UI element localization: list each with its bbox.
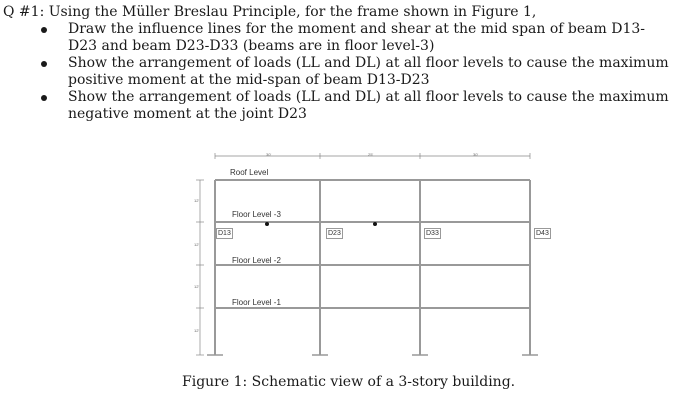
bullet-text-1b: D23 and beam D23-D33 (beams are in floor level-3) [68, 38, 435, 54]
columns [215, 180, 530, 355]
story-dim-4: 12' [194, 198, 200, 203]
bullet-text-3b: negative moment at the joint D23 [68, 106, 307, 122]
column-label-d43: D43 [536, 230, 549, 237]
column-label-d13: D13 [218, 230, 231, 237]
frame-drawing [170, 150, 570, 372]
column-label-d23: D23 [328, 230, 341, 237]
column-label-d33: D33 [426, 230, 439, 237]
story-dim-1: 12' [194, 328, 200, 333]
floor2-level-label: Floor Level -2 [232, 256, 281, 265]
figure-caption: Figure 1: Schematic view of a 3-story building. [182, 374, 516, 390]
floor3-level-label: Floor Level -3 [232, 210, 281, 219]
midspan-marker-1 [265, 222, 269, 226]
story-dim-2: 12' [194, 284, 200, 289]
bullet-text-2b: positive moment at the mid-span of beam D13-D23 [68, 72, 430, 88]
question-bullets [3, 21, 693, 123]
bullet-dot-icon [41, 61, 47, 67]
question-block [3, 4, 693, 123]
question-title: Q #1: Using the Müller Breslau Principle, for the frame shown in Figure 1, [3, 4, 537, 20]
bullet-item [3, 21, 693, 55]
roof-level-label: Roof Level [230, 168, 269, 177]
story-dim-3: 12' [194, 242, 200, 247]
frame-figure [170, 150, 570, 372]
bullet-item [3, 89, 693, 123]
bullet-dot-icon [41, 95, 47, 101]
bullet-dot-icon [41, 27, 47, 33]
bullet-text-1a: Draw the influence lines for the moment and shear at the mid span of beam D13- [68, 21, 646, 37]
bullet-text-3a: Show the arrangement of loads (LL and DL) at all floor levels to cause the maximum [68, 89, 669, 105]
span-dim-1: 30' [266, 152, 272, 157]
beams [215, 180, 530, 308]
span-dim-3: 30' [473, 152, 479, 157]
bullet-item [3, 55, 693, 89]
bullet-text-2a: Show the arrangement of loads (LL and DL) at all floor levels to cause the maximum [68, 55, 669, 71]
span-dim-2: 25' [368, 152, 374, 157]
midspan-marker-2 [373, 222, 377, 226]
floor1-level-label: Floor Level -1 [232, 298, 281, 307]
